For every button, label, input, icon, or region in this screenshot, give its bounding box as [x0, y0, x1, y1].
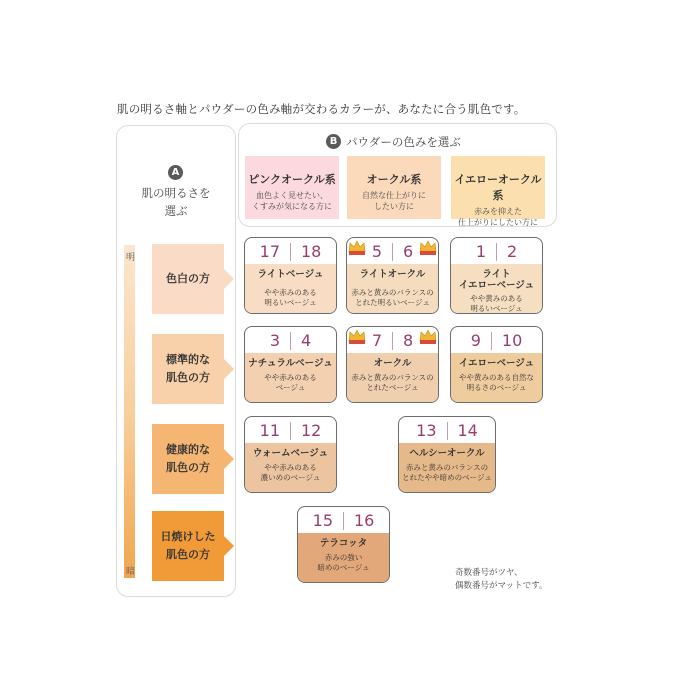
shade-number-even: 18	[301, 242, 322, 261]
shade-name-line1: ライトオークル	[359, 269, 426, 280]
skin-level-standard	[152, 334, 224, 404]
shade-desc-line2: とれたベージュ	[366, 383, 419, 392]
powder-type-name: ピンクオークル系	[248, 173, 336, 186]
shade-desc-line2: 明るいベージュ	[264, 298, 317, 307]
popularity-crown-icon	[419, 239, 437, 257]
shade-desc-line2: 暗めのベージュ	[317, 563, 370, 572]
axis-a-marker: A	[168, 165, 183, 180]
shade-number-even: 16	[354, 511, 375, 530]
finish-note-line1: 奇数番号がツヤ、	[455, 568, 523, 578]
shade-number-odd: 17	[259, 242, 280, 261]
shade-number-even: 2	[507, 242, 518, 261]
shade-desc-line1: やや赤みのある	[264, 463, 317, 472]
shade-desc-line2: とれた明るいベージュ	[355, 298, 430, 307]
powder-type-ochre	[347, 156, 441, 219]
axis-a-title	[120, 184, 232, 220]
shade-card-11-12[interactable]	[244, 416, 337, 493]
shade-desc	[453, 373, 540, 393]
shade-number-even: 4	[301, 331, 312, 350]
popularity-crown-icon	[348, 328, 366, 346]
shade-card-15-16[interactable]	[297, 506, 390, 583]
shade-name-line1: ナチュラルベージュ	[248, 358, 333, 369]
shade-desc	[349, 288, 436, 308]
shade-name	[298, 538, 389, 549]
shade-number-odd: 5	[371, 242, 382, 261]
shade-desc	[300, 553, 387, 573]
shade-desc-line1: 赤みと黄みのバランスの	[351, 288, 434, 297]
shade-name-line1: イエローベージュ	[458, 358, 535, 369]
shade-name-line1: ヘルシーオークル	[409, 448, 485, 459]
shade-number-odd: 15	[312, 511, 333, 530]
shade-name-line1: ライト	[482, 269, 511, 280]
shade-name	[399, 448, 495, 459]
finish-note-line2: 偶数番号がマットです。	[455, 581, 548, 591]
shade-desc-line1: 赤みと黄みのバランスの	[405, 463, 489, 472]
shade-number-odd: 7	[371, 331, 382, 350]
shade-name-line1: ウォームベージュ	[252, 448, 329, 459]
shade-number-even: 12	[301, 421, 322, 440]
shade-desc-line1: やや黄みのある	[470, 294, 523, 303]
shade-desc	[247, 463, 334, 483]
shade-name	[347, 358, 438, 369]
shade-desc-line1: やや赤みのある	[264, 373, 317, 382]
shade-name	[347, 269, 438, 280]
shade-desc-line2: ベージュ	[275, 383, 306, 392]
brightness-gradient-bar	[124, 245, 135, 578]
shade-desc	[247, 373, 334, 393]
shade-number-odd: 13	[416, 421, 437, 440]
skin-level-label-line1: 日焼けした	[160, 530, 216, 543]
popularity-crown-icon	[419, 328, 437, 346]
axis-a-title-line1: 肌の明るさを	[141, 186, 211, 200]
shade-card-7-8[interactable]	[346, 326, 439, 403]
shade-number-even: 10	[501, 331, 523, 350]
skin-level-label-line1: 健康的な	[166, 443, 210, 456]
shade-card-3-4[interactable]	[244, 326, 337, 403]
shade-card-17-18[interactable]	[244, 237, 337, 314]
skin-level-label-line2: 肌色の方	[166, 548, 210, 561]
axis-b-marker: B	[326, 134, 341, 149]
powder-type-desc-line2: したい方に	[374, 202, 414, 211]
shade-number-odd: 1	[475, 242, 486, 261]
shade-desc-line2: 濃いめのベージュ	[260, 473, 321, 482]
shade-name	[451, 358, 542, 369]
shade-name	[245, 358, 336, 369]
skin-level-healthy	[152, 424, 224, 494]
shade-card-1-2[interactable]	[450, 237, 543, 314]
powder-type-name: オークル系	[366, 173, 422, 186]
skin-level-tanned	[152, 511, 224, 581]
shade-number-even: 14	[457, 421, 478, 440]
shade-name	[451, 269, 542, 291]
shade-desc-line1: 赤みと黄みのバランスの	[351, 373, 434, 382]
skin-level-label-line1: 色白の方	[166, 272, 210, 285]
powder-type-desc-line2: 仕上がりにしたい方に	[458, 218, 538, 227]
skin-level-fair	[152, 244, 224, 314]
shade-name-line1: テラコッタ	[319, 538, 368, 549]
shade-name	[245, 269, 336, 280]
skin-level-label-line2: 肌色の方	[166, 371, 210, 384]
shade-name-line1: オークル	[373, 358, 412, 369]
shade-desc	[401, 463, 493, 483]
shade-name-line1: ライトベージュ	[257, 269, 324, 280]
shade-number-odd: 3	[269, 331, 280, 350]
light-label: 明	[126, 253, 136, 263]
powder-type-name: イエローオークル系	[454, 173, 542, 202]
axis-b-title: パウダーの色みを選ぶ	[346, 135, 461, 149]
popularity-crown-icon	[348, 239, 366, 257]
shade-number-even: 8	[403, 331, 414, 350]
dark-label: 暗	[126, 567, 136, 577]
shade-name-line2: イエローベージュ	[458, 280, 535, 291]
shade-desc	[349, 373, 436, 393]
powder-type-yellow-ochre	[451, 156, 545, 227]
powder-type-pink-ochre	[245, 156, 339, 219]
shade-desc-line1: 赤みの強い	[324, 553, 363, 562]
skin-level-label-line1: 標準的な	[166, 353, 210, 366]
shade-desc-line2: 明るいベージュ	[470, 304, 523, 313]
shade-desc-line2: 明るさのベージュ	[466, 383, 527, 392]
powder-type-desc-line1: 血色よく見せたい、	[256, 191, 328, 200]
powder-type-desc-line2: くすみが気になる方に	[252, 202, 332, 211]
shade-desc-line1: やや赤みのある	[264, 288, 317, 297]
shade-desc	[247, 288, 334, 308]
shade-name	[245, 448, 336, 459]
axis-a-title-line2: 選ぶ	[164, 204, 188, 218]
shade-number-even: 6	[403, 242, 414, 261]
page-headline: 肌の明るさ軸とパウダーの色み軸が交わるカラーが、あなたに合う肌色です。	[117, 102, 526, 116]
shade-card-5-6[interactable]	[346, 237, 439, 314]
shade-desc-line1: やや黄みのある自然な	[459, 373, 534, 382]
powder-type-desc-line1: 自然な仕上がりに	[362, 191, 426, 200]
powder-type-desc-line1: 赤みを抑えた	[474, 207, 522, 216]
shade-number-odd: 9	[470, 331, 481, 350]
shade-card-9-10[interactable]	[450, 326, 543, 403]
shade-number-odd: 11	[259, 421, 280, 440]
shade-desc-line2: とれたやや暗めのベージュ	[402, 473, 492, 482]
shade-card-13-14[interactable]	[398, 416, 496, 493]
skin-level-label-line2: 肌色の方	[166, 461, 210, 474]
shade-desc	[453, 294, 540, 314]
finish-note	[455, 567, 547, 593]
